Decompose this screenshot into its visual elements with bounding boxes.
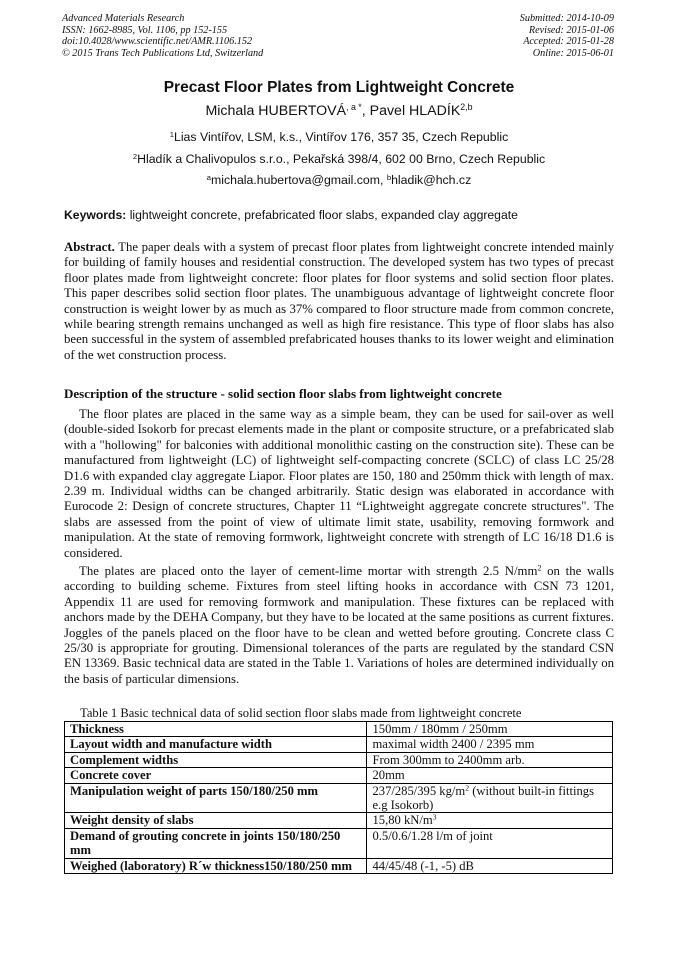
table-row [65, 858, 613, 873]
table-row [65, 813, 613, 828]
table-row-value [367, 737, 613, 752]
table-row-value [367, 768, 613, 783]
table-row-label: Weight density of slabs [65, 813, 367, 828]
table-row [65, 783, 613, 813]
table-row-label: Demand of grouting concrete in joints 150/180/250 mm [65, 828, 367, 858]
table-value-text: 15,80 kN/m [372, 813, 433, 828]
author-separator: , [361, 103, 370, 119]
paper-title: Precast Floor Plates from Lightweight Concrete [163, 79, 515, 96]
affiliation-2-text: Hladík a Chalivopulos s.r.o., Pekařská 398/4, 602 00 Brno, Czech Republic [137, 152, 546, 166]
table-value-text: 44/45/48 (-1, -5) dB [372, 858, 474, 873]
paragraph-2-rest: on the walls according to building scheme. Fixtures from steel lifting hooks in accordance with CSN 73 1201, Appendix 11 are used for removing formwork and manipulation. These fixtures can be replaced with anchors made by the DEHA Company, but they have to be located at the same positions as current fixtures. Joggles of the panels placed on the floor have to be clean and wetted before grouting. Concrete class C 25/30 is appropriate for grouting. Dimensional tolerances of the parts are regulated by the standard CSN EN 13369. Basic technical data are stated in the Table 1. Variations of holes are determined individually on the basis of particular dimensions. [64, 564, 614, 686]
table-row-value [367, 752, 613, 767]
journal-header-left [62, 13, 263, 59]
journal-name: Advanced Materials Research [62, 13, 185, 24]
journal-copyright: © 2015 Trans Tech Publications Ltd, Switzerland [62, 47, 264, 59]
email-a-sup: a [206, 172, 211, 182]
email-b[interactable]: hladik@hch.cz [391, 173, 472, 187]
keywords [64, 208, 624, 222]
section-heading: Description of the structure - solid section floor slabs from lightweight concrete [64, 386, 502, 401]
table-value-text: 0.5/0.6/1.28 l/m of joint [372, 828, 493, 843]
journal-doi[interactable]: doi:10.4028/www.scientific.net/AMR.1106.152 [62, 36, 253, 48]
email-b-sup: b [386, 172, 392, 182]
table-row [65, 768, 613, 783]
date-submitted: Submitted: 2014-10-09 [519, 13, 614, 24]
table-value-sup: 3 [432, 813, 437, 823]
table-value-text: 20mm [372, 768, 405, 783]
table-caption: Table 1 Basic technical data of solid section floor slabs made from lightweight concrete [80, 706, 522, 720]
table-row-value [367, 828, 613, 858]
table-row [65, 828, 613, 858]
table-value-text: 237/285/395 kg/m [372, 783, 466, 798]
date-online: Online: 2015-06-01 [532, 47, 614, 59]
author-list [0, 103, 678, 119]
table-row-label: Complement widths [65, 752, 367, 767]
author-emails [0, 173, 678, 187]
table-row [65, 752, 613, 767]
table-value-sup: 2 [465, 783, 470, 793]
table-row-label: Weighed (laboratory) R´w thickness150/180/250 mm [65, 858, 367, 873]
email-a[interactable]: michala.hubertova@gmail.com [211, 173, 380, 187]
abstract-label: Abstract. [64, 240, 115, 254]
table-row-label: Concrete cover [65, 768, 367, 783]
abstract [64, 240, 614, 363]
keywords-text: lightweight concrete, prefabricated floor slabs, expanded clay aggregate [126, 208, 518, 222]
date-revised: Revised: 2015-01-06 [528, 24, 614, 36]
date-accepted: Accepted: 2015-01-28 [523, 36, 614, 48]
author-2: Pavel HLADÍK [369, 103, 461, 119]
table-value-text: From 300mm to 2400mm arb. [372, 752, 525, 767]
table-row [65, 737, 613, 752]
keywords-label: Keywords: [64, 208, 127, 222]
table-row-value [367, 858, 613, 873]
affiliation-1 [0, 130, 678, 144]
journal-issn: ISSN: 1662-8985, Vol. 1106, pp 152-155 [62, 24, 228, 36]
abstract-text: The paper deals with a system of precast floor plates from lightweight concrete intended mainly for building of family houses and residential construction. The developed system has two types of precast floor plates made from lightweight concrete: floor plates for floor systems and solid section floor plates. This paper describes solid section floor plates. The unambiguous advantage of lightweight concrete floor construction is weight lower by as much as 37% compared to floor structure made from common concrete, while bearing strength remains unchanged as well as high fire resistance. This type of floor slabs has also been successful in the system of assembled prefabricated houses thanks to its lower weight and elimination of the wet construction process. [64, 240, 614, 362]
table-row-label: Thickness [65, 722, 367, 737]
affiliation-1-text: Lias Vintířov, LSM, k.s., Vintířov 176, 357 35, Czech Republic [173, 130, 509, 144]
affiliation-2-sup: 2 [132, 151, 138, 161]
paragraph-2 [64, 564, 614, 687]
author-2-sup: 2,b [460, 102, 473, 113]
table-value-text: 150mm / 180mm / 250mm [372, 722, 508, 736]
technical-data-table [64, 721, 613, 874]
paragraph-2-start: The plates are placed onto the layer of cement-lime mortar with strength 2.5 N/mm [79, 564, 538, 578]
table-row-value [367, 813, 613, 828]
journal-header-right [520, 13, 614, 59]
affiliation-1-sup: 1 [169, 129, 174, 139]
table-row-label: Manipulation weight of parts 150/180/250 mm [65, 783, 367, 813]
paragraph-2-sup: 2 [537, 563, 542, 573]
affiliation-2 [0, 152, 678, 166]
author-1-sup: , a * [346, 102, 362, 113]
author-1: Michala HUBERTOVÁ [205, 103, 347, 119]
paragraph-1: The floor plates are placed in the same way as a simple beam, they can be used for sail-over as well (double-sided Isokorb for precast elements made in the plant or composite structure, or a prefabricated slab with a "hollowing" for balconies with additional monolithic casting on the construction site). These can be manufactured from lightweight (LC) of lightweight self-compacting concrete (SCLC) of class LC 25/28 D1.6 with expanded clay aggregate Liapor. Floor plates are 150, 180 and 250mm thick with length of max. 2.39 m. Individual widths can be changed arbitrarily. Static design was elaborated in accordance with Eurocode 2: Design of concrete structures, Chapter 11 “Lightweight aggregate concrete structures". The slabs are assessed from the point of view of ultimate limit state, usability, removing formwork and manipulation. At the state of removing formwork, lightweight concrete with strength of LC 16/18 D1.6 is considered. [64, 407, 614, 560]
email-separator: , [380, 173, 387, 187]
table-row-label: Layout width and manufacture width [65, 737, 367, 752]
table-row [65, 722, 613, 737]
table-row-value [367, 722, 613, 737]
table-value-text: maximal width 2400 / 2395 mm [372, 737, 535, 752]
table-value-suffix: (without built-in fittings e.g Isokorb) [372, 783, 594, 813]
table-row-value [367, 783, 613, 813]
